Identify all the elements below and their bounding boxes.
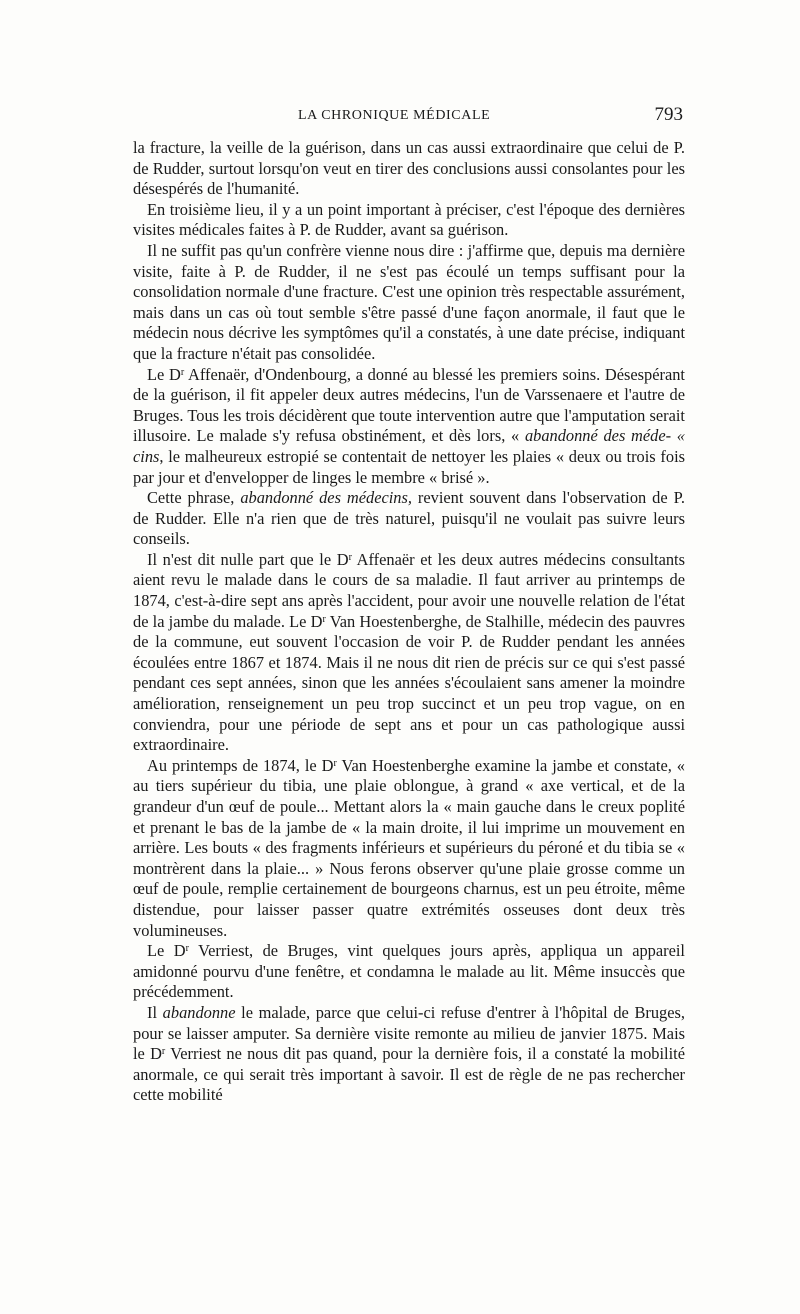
text-segment: Affenaër, d'Ondenbourg, a donné au blessé les premiers soins. Désespérant de la guérison, il fit appeler deux autres médecins, l'un de Varssenaere et l'autre de Bruges. Tous les trois décidèrent que toute intervention autre que l'amputation serait illusoire. Le malade s'y refusa obstinément, et dès lors, « bbox=[133, 364, 685, 446]
body-text bbox=[133, 138, 685, 1106]
paragraph bbox=[133, 550, 685, 756]
superscript: r bbox=[322, 613, 326, 625]
text-segment: revient souvent dans l'observation de P. de Rudder. Elle n'a rien que de très naturel, puisqu'il ne voulait pas suivre leurs conseils. bbox=[133, 488, 685, 549]
paragraph bbox=[133, 756, 685, 941]
paragraph bbox=[133, 200, 685, 241]
text-segment: Verriest ne nous dit pas quand, pour la dernière fois, il a constaté la mobilité anormale, ce qui serait très important à savoir. Il est de règle de ne pas rechercher cette mobilité bbox=[133, 1044, 685, 1105]
page-header bbox=[133, 104, 683, 134]
italic-text: abandonne bbox=[162, 1002, 236, 1022]
page-number: 793 bbox=[654, 104, 683, 125]
superscript: r bbox=[348, 551, 352, 563]
text-segment: Van Hoestenberghe, de Stalhille, médecin des pauvres de la commune, eut souvent l'occasion de voir P. de Rudder pendant les années écoulées entre 1867 et 1874. Mais il ne nous dit rien de précis sur ce qui s'est passé pendant ces sept années, sinon que les années s'écoulaient sans amener la moindre amélioration, renseignement un peu trop succinct et un peu trop vague, on en conviendra, pour une période de sept ans et pour un cas pathologique aussi extraordinaire. bbox=[133, 611, 685, 755]
text-segment: , le malheureux estropié se contentait de nettoyer les plaies « deux ou trois fois par jour et d'envelopper de linges le membre « brisé ». bbox=[133, 446, 685, 487]
italic-text: abandonné des médecins, bbox=[240, 488, 412, 508]
text-segment: Il bbox=[147, 1002, 163, 1022]
paragraph bbox=[133, 365, 685, 489]
text-segment: Le D bbox=[147, 941, 186, 961]
paragraph bbox=[133, 941, 685, 1003]
superscript: r bbox=[333, 757, 337, 769]
paragraph bbox=[133, 488, 685, 550]
italic-text: abandonné des méde- « cins bbox=[133, 426, 686, 466]
paragraph bbox=[133, 138, 685, 200]
superscript: r bbox=[180, 366, 185, 378]
paragraph bbox=[133, 1003, 685, 1106]
superscript: r bbox=[185, 943, 189, 955]
text-segment: Il ne suffit pas qu'un confrère vienne nous dire : j'affirme que, depuis ma dernière visite, faite à P. de Rudder, il ne s'est pas écoulé un temps suffisant pour la consolidation normale d'une fracture. C'est une opinion très respectable assurément, mais dans un cas où tout semble s'être passé d'une façon anormale, il faut que le médecin nous décrive les symptômes qu'il a constatés, à une date précise, indiquant que la fracture n'était pas consolidée. bbox=[133, 240, 685, 363]
running-title: LA CHRONIQUE MÉDICALE bbox=[298, 108, 491, 123]
paragraph bbox=[133, 241, 685, 365]
text-segment: la fracture, la veille de la guérison, dans un cas aussi extraordinaire que celui de P. de Rudder, surtout lorsqu'on veut en tirer des conclusions aussi consolantes pour les désespérés de l'humanité. bbox=[133, 138, 685, 199]
text-segment: Au printemps de 1874, le D bbox=[147, 755, 334, 775]
text-segment: Affenaër et les deux autres médecins consultants aient revu le malade dans le cours de sa maladie. Il faut arriver au printemps de 1874, c'est-à-dire sept ans après l'accident, pour avoir une nouvelle relation de l'état de la jambe du malade. Le D bbox=[133, 549, 685, 631]
text-segment: Cette phrase, bbox=[147, 488, 241, 508]
text-segment: Le D bbox=[147, 364, 181, 384]
text-segment: Van Hoestenberghe examine la jambe et constate, « au tiers supérieur du tibia, une plaie oblongue, à grand « axe vertical, et de la grandeur d'un œuf de poule... Mettant alors la « main gauche dans le creux poplité et prenant le bas de la jambe de « la main droite, il lui imprime un mouvement en arrière. Les bouts « des fragments inférieurs et supérieurs du péroné et du tibia se « montrèrent dans la plaie... » Nous ferons observer qu'une plaie grosse comme un œuf de poule, remplie certainement de bourgeons charnus, est un peu étroite, même distendue, pour laisser passer quatre extrémités osseuses dont deux très volumineuses. bbox=[133, 755, 686, 940]
superscript: r bbox=[161, 1046, 166, 1058]
text-segment: Il n'est dit nulle part que le D bbox=[147, 549, 349, 569]
text-segment: Verriest, de Bruges, vint quelques jours après, appliqua un appareil amidonné pourvu d'une fenêtre, et condamna le malade au lit. Même insuccès que précédemment. bbox=[133, 941, 685, 1002]
text-segment: En troisième lieu, il y a un point important à préciser, c'est l'époque des dernières visites médicales faites à P. de Rudder, avant sa guérison. bbox=[133, 199, 685, 240]
text-segment: le malade, parce que celui-ci refuse d'entrer à l'hôpital de Bruges, pour se laisser amputer. Sa dernière visite remonte au milieu de janvier 1875. Mais le D bbox=[133, 1002, 685, 1064]
